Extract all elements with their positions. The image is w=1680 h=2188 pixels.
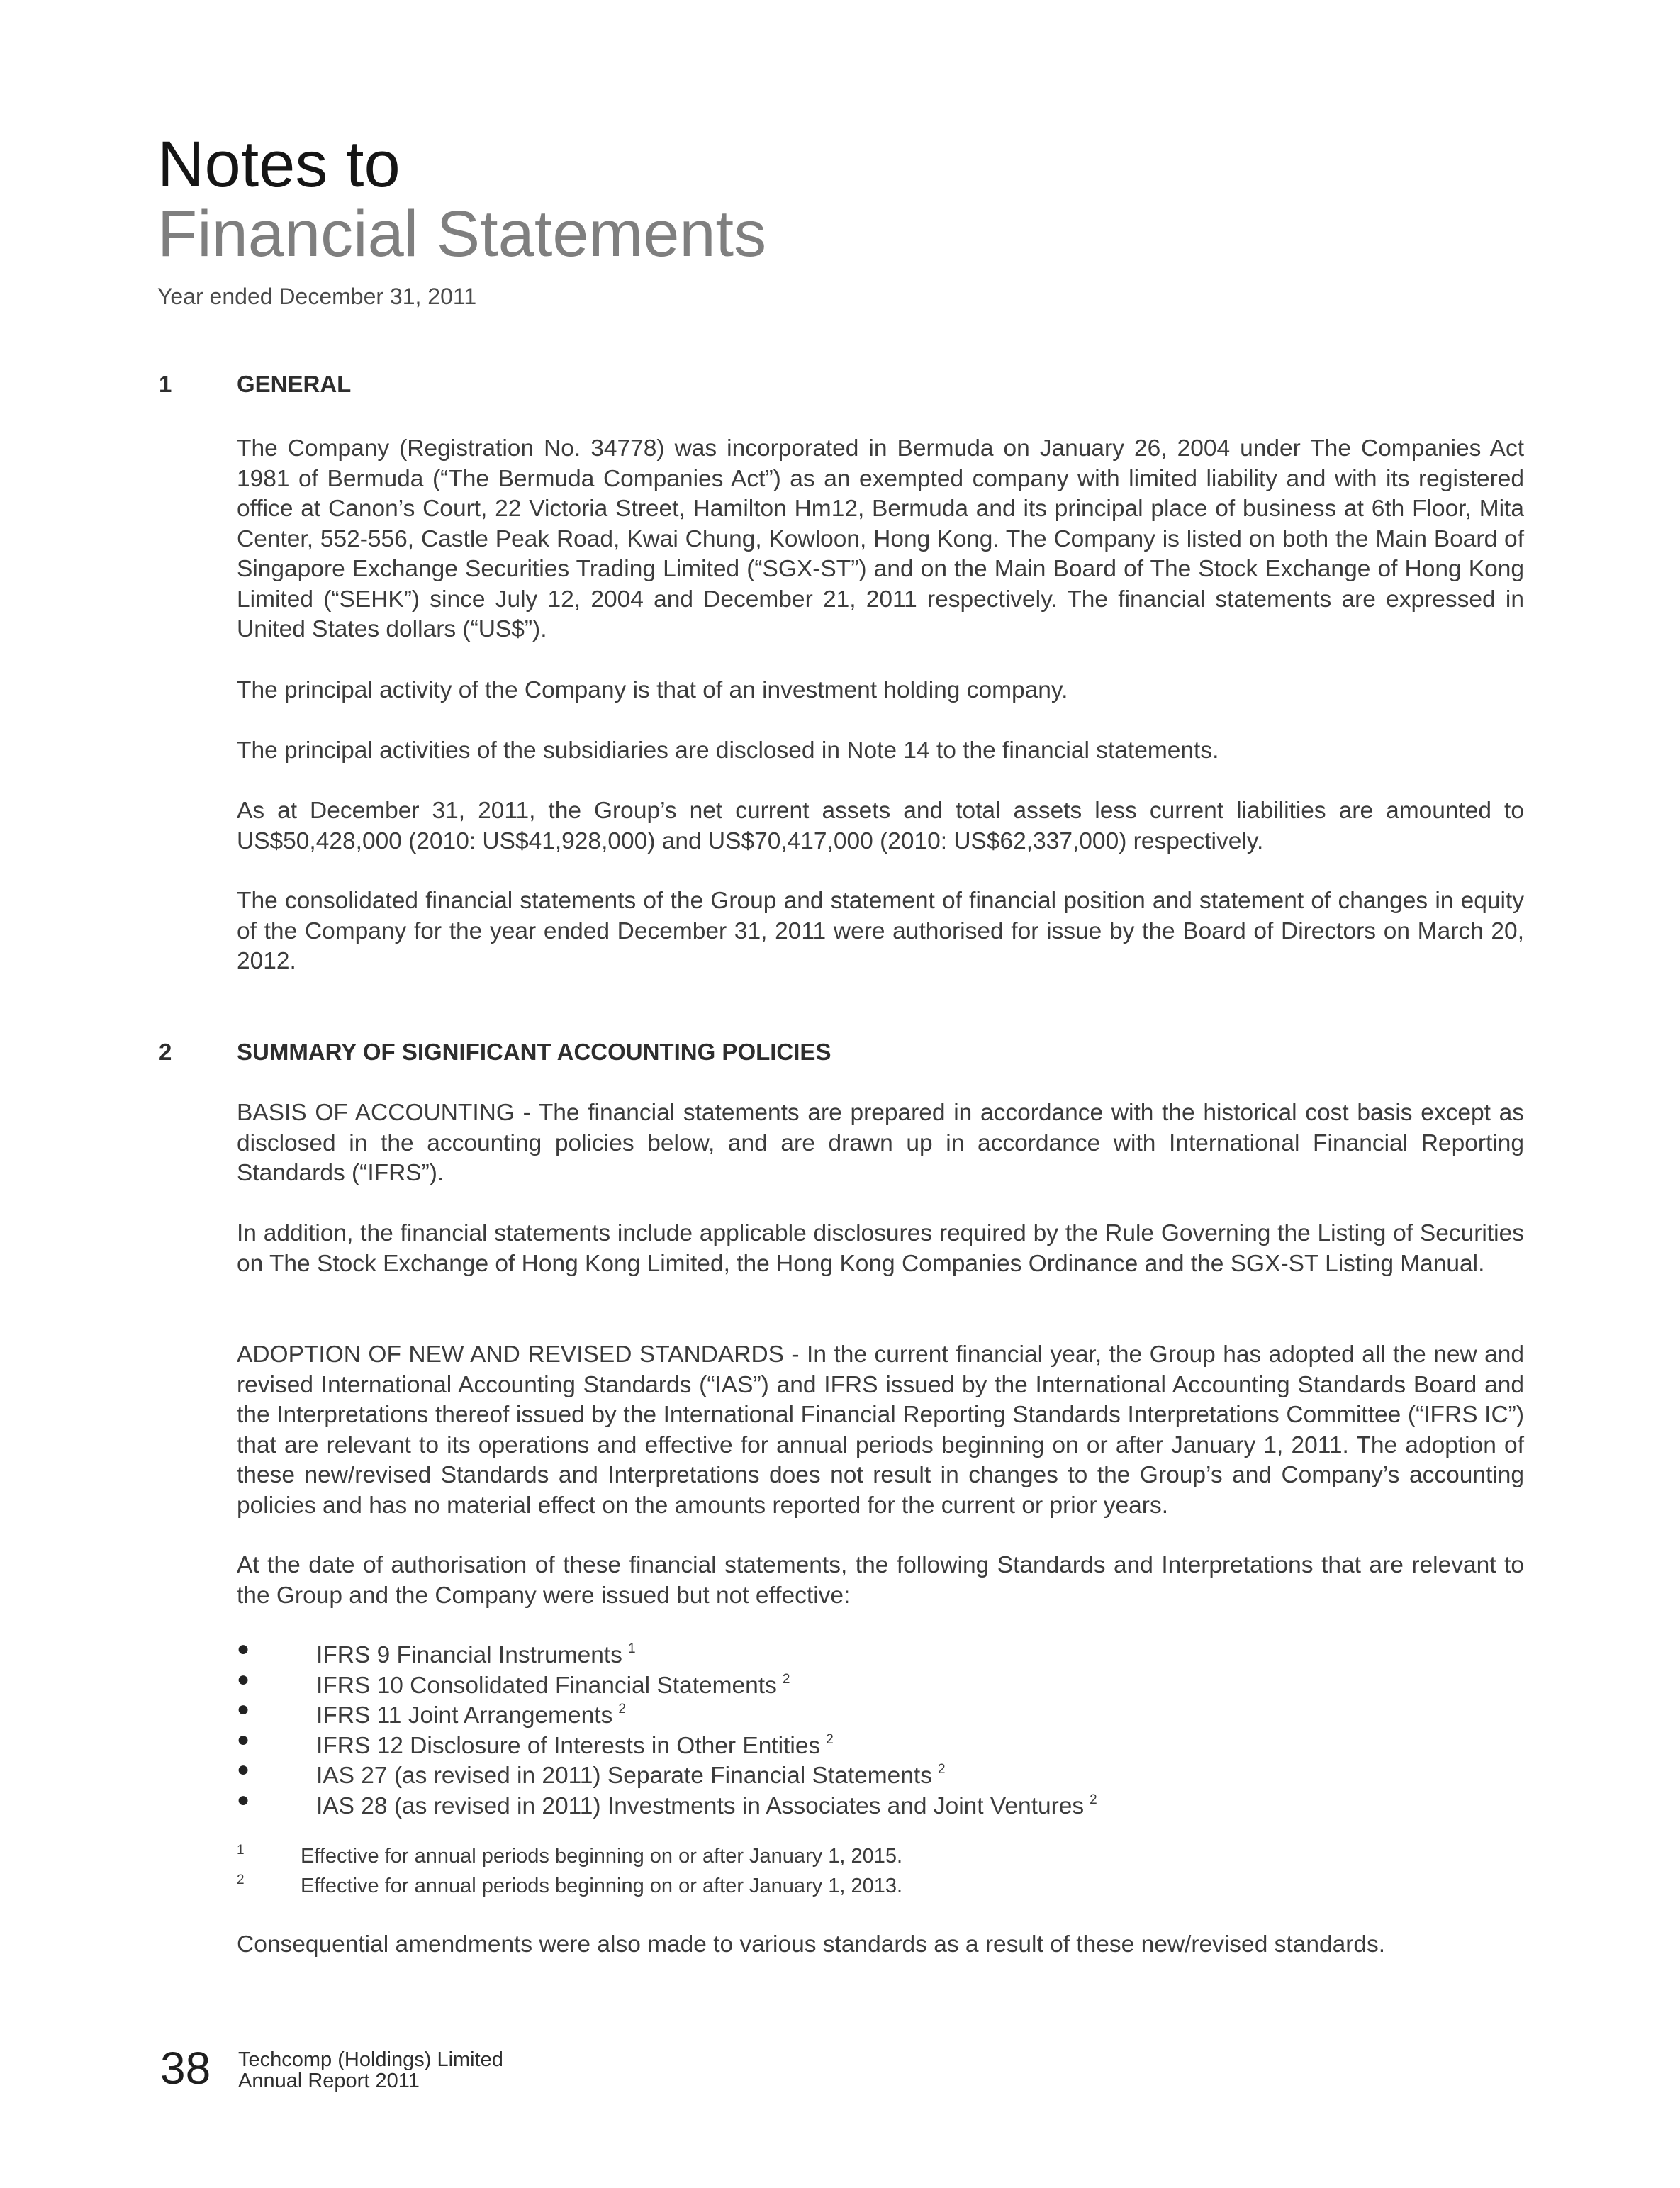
title-line-2: Financial Statements — [157, 198, 767, 270]
general-paragraph-5: The consolidated financial statements of the Group and statement of financial position and statement of changes in equity of the Company for the year ended December 31, 2011 were authorised for issue by the Board of Directors on March 20, 2012. — [237, 888, 1524, 974]
list-item: ● IAS 28 (as revised in 2011) Investments in Associates and Joint Ventures $^2$ — [237, 1785, 1524, 1816]
general-paragraph-4: As at December 31, 2011, the Group’s net current assets and total assets less current liabilities are amounted to US$50,428,000 (2010: US$41,928,000) and US$70,417,000 (2010: US$62,337,000) respectively. — [237, 798, 1524, 854]
bullet-icon: ● — [237, 1697, 250, 1721]
list-item: ● IFRS 12 Disclosure of Interests in Other Entities $^2$ — [237, 1725, 1524, 1756]
footer-company-name: Techcomp (Holdings) Limited — [238, 2048, 503, 2071]
bullet-icon: ● — [237, 1787, 250, 1812]
policies-paragraph-4: At the date of authorisation of these financial statements, the following Standards and Interpretations that are relevant to the Group and the Company were issued but not effective: — [237, 1552, 1524, 1609]
period-subtitle: Year ended December 31, 2011 — [157, 284, 477, 309]
list-item: ● IFRS 9 Financial Instruments $^1$ — [237, 1634, 1524, 1665]
section-1-number: 1 — [159, 371, 172, 397]
title-line-1: Notes to — [157, 128, 401, 201]
bullet-icon: ● — [237, 1758, 250, 1781]
section-1-heading: GENERAL — [237, 371, 352, 397]
bullet-icon: ● — [237, 1667, 250, 1691]
policies-paragraph-1: BASIS OF ACCOUNTING - The financial statements are prepared in accordance with the historical cost basis except as disclosed in the accounting policies below, and are drawn up in accordance with International Financial Reporting Standards (“IFRS”). — [237, 1100, 1524, 1186]
section-2-heading: SUMMARY OF SIGNIFICANT ACCOUNTING POLICIES — [237, 1039, 831, 1065]
general-paragraph-2: The principal activity of the Company is that of an investment holding company. — [237, 677, 1068, 703]
list-item: ● IAS 27 (as revised in 2011) Separate Financial Statements $^2$ — [237, 1755, 1524, 1785]
closing-paragraph: Consequential amendments were also made to various standards as a result of these new/revised standards. — [237, 1931, 1386, 1958]
footer-report-title: Annual Report 2011 — [238, 2070, 420, 2092]
policies-paragraph-2: In addition, the financial statements include applicable disclosures required by the Rule Governing the Listing of Securities on The Stock Exchange of Hong Kong Limited, the Hong Kong Companies Ordinance and the SGX-ST Listing Manual. — [237, 1220, 1524, 1277]
section-2-number: 2 — [159, 1039, 172, 1065]
standards-list — [237, 1634, 1524, 1819]
bullet-icon: ● — [237, 1727, 250, 1751]
general-paragraph-1: The Company (Registration No. 34778) was incorporated in Bermuda on January 26, 2004 under The Companies Act 1981 of Bermuda (“The Bermuda Companies Act”) as an exempted company with limited liability and with its registered office at Canon’s Court, 22 Victoria Street, Hamilton Hm12, Bermuda and its principal place of business at 6th Floor, Mita Center, 552-556, Castle Peak Road, Kwai Chung, Kowloon, Hong Kong. The Company is listed on both the Main Board of Singapore Exchange Securities Trading Limited (“SGX-ST”) and on the Main Board of The Stock Exchange of Hong Kong Limited (“SEHK”) since July 12, 2004 and December 21, 2011 respectively. The financial statements are expressed in United States dollars (“US$”). — [237, 435, 1524, 642]
list-item: ● IFRS 10 Consolidated Financial Statements $^2$ — [237, 1665, 1524, 1695]
list-item: ● IFRS 11 Joint Arrangements $^2$ — [237, 1695, 1524, 1725]
policies-paragraph-3: ADOPTION OF NEW AND REVISED STANDARDS - In the current financial year, the Group has adopted all the new and revised International Accounting Standards (“IAS”) and IFRS issued by the International Accounting Standards Board and the Interpretations thereof issued by the International Financial Reporting Standards Interpretations Committee (“IFRS IC”) that are relevant to its operations and effective for annual periods beginning on or after January 1, 2011. The adoption of these new/revised Standards and Interpretations does not result in changes to the Group’s and Company’s accounting policies and has no material effect on the amounts reported for the current or prior years. — [237, 1341, 1524, 1519]
page-number: 38 — [160, 2043, 211, 2094]
bullet-icon: ● — [237, 1637, 250, 1660]
general-paragraph-3: The principal activities of the subsidiaries are disclosed in Note 14 to the financial statements. — [237, 737, 1219, 764]
